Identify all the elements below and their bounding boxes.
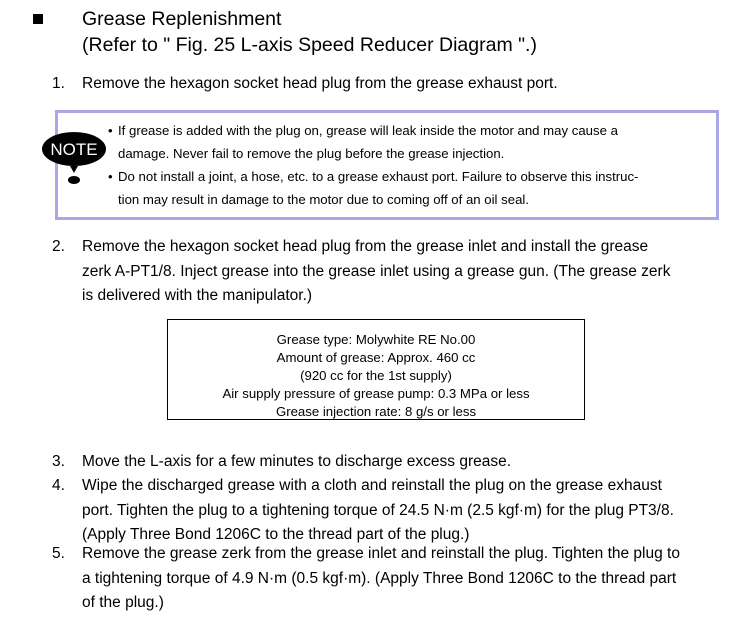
step-text [82, 450, 722, 475]
step-line: (Apply Three Bond 1206C to the thread part of the plug.) [82, 526, 470, 543]
note-box [50, 110, 719, 220]
note-icon [40, 123, 108, 187]
step-line: zerk A-PT1/8. Inject grease into the grease inlet using a grease gun. (The grease zerk [82, 262, 671, 280]
note-bullet: • [108, 123, 113, 138]
step-line: is delivered with the manipulator.) [82, 287, 313, 304]
step-line: Wipe the discharged grease with a cloth and reinstall the plug on the grease exhaust [82, 477, 662, 494]
step-number: 4. [52, 477, 65, 494]
step-number: 3. [52, 453, 65, 470]
note-item [108, 119, 713, 165]
step-line: Remove the hexagon socket head plug from the grease inlet and install the grease [82, 238, 649, 255]
step-number: 2. [52, 238, 65, 255]
note-line: tion may result in damage to the motor due to coming off of an oil seal. [118, 192, 529, 207]
heading-reference: (Refer to " Fig. 25 L-axis Speed Reducer Diagram ".) [82, 34, 537, 56]
step-line: of the plug.) [82, 594, 164, 611]
spec-first-supply: (920 cc for the 1st supply) [300, 368, 452, 383]
step-number: 5. [52, 545, 65, 562]
note-text [108, 119, 713, 211]
note-line: If grease is added with the plug on, grease will leak inside the motor and may cause a [118, 123, 618, 138]
grease-spec-box [167, 319, 585, 420]
note-bullet: • [108, 169, 113, 184]
heading-title: Grease Replenishment [82, 8, 282, 30]
spec-amount: Amount of grease: Approx. 460 cc [276, 350, 476, 365]
step-text [82, 474, 722, 548]
step-text [82, 542, 722, 616]
step-line: port. Tighten the plug to a tightening torque of 24.5 N·m (2.5 kgf·m) for the plug PT3/8. [82, 501, 674, 519]
spec-grease-type: Grease type: Molywhite RE No.00 [276, 332, 476, 347]
section-heading [82, 6, 537, 58]
note-line: damage. Never fail to remove the plug before the grease injection. [118, 146, 505, 161]
step-line: Remove the grease zerk from the grease inlet and reinstall the plug. Tighten the plug to [82, 545, 680, 562]
step-text [82, 235, 722, 309]
step-number: 1. [52, 75, 65, 92]
note-line: Do not install a joint, a hose, etc. to a grease exhaust port. Failure to observe this instruc- [118, 169, 639, 184]
step-text [82, 72, 722, 97]
heading-bullet [33, 14, 43, 24]
step-line: a tightening torque of 4.9 N·m (0.5 kgf·m). (Apply Three Bond 1206C to the thread part [82, 569, 677, 587]
spec-air-pressure: Air supply pressure of grease pump: 0.3 MPa or less [222, 386, 530, 401]
note-icon-label: NOTE [50, 140, 98, 159]
step-line: Remove the hexagon socket head plug from the grease exhaust port. [82, 75, 558, 92]
note-item [108, 165, 713, 211]
spec-injection-rate: Grease injection rate: 8 g/s or less [275, 404, 477, 419]
step-line: Move the L-axis for a few minutes to discharge excess grease. [82, 453, 512, 470]
